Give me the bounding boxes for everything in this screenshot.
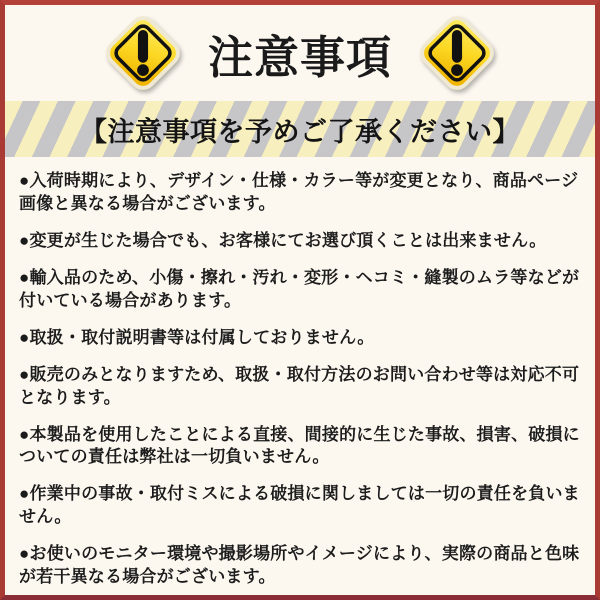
notice-item: ●輸入品のため、小傷・擦れ・汚れ・変形・ヘコミ・縫製のムラ等などが付いている場合があります。 [19, 267, 580, 310]
notice-item: ●作業中の事故・取付ミスによる破損に関しましては一切の責任を負いません。 [19, 484, 580, 527]
notice-item: ●入荷時期により、デザイン・仕様・カラー等が変更となり、商品ページ画像と異なる場合がございます。 [19, 171, 579, 213]
notice-item: ●変更が生じた場合でも、お客様にてお選び頂くことは出来ません。 [19, 230, 547, 250]
notice-item: ●本製品を使用したことによる直接、間接的に生じた事故、損害、破損についての責任は弊社は一切負いません。 [19, 424, 580, 467]
notice-item: ●取扱・取付説明書等は付属しておりません。 [19, 327, 375, 347]
page-title: 注意事項 [207, 31, 392, 83]
hazard-stripe-banner [5, 101, 595, 157]
warning-diamond-icon-left [104, 14, 182, 92]
header [5, 5, 595, 101]
notice-item: ●お使いのモニター環境や撮影場所やイメージにより、実際の商品と色味が若干異なる場合がございます。 [19, 544, 580, 587]
notice-item: ●販売のみとなりますため、取扱・取付方法のお問い合わせ等は対応不可となります。 [19, 364, 580, 407]
banner-text: 【注意事項を予めご了承ください】 [80, 116, 520, 147]
warning-diamond-icon-right [418, 14, 496, 92]
notice-list [5, 157, 595, 597]
